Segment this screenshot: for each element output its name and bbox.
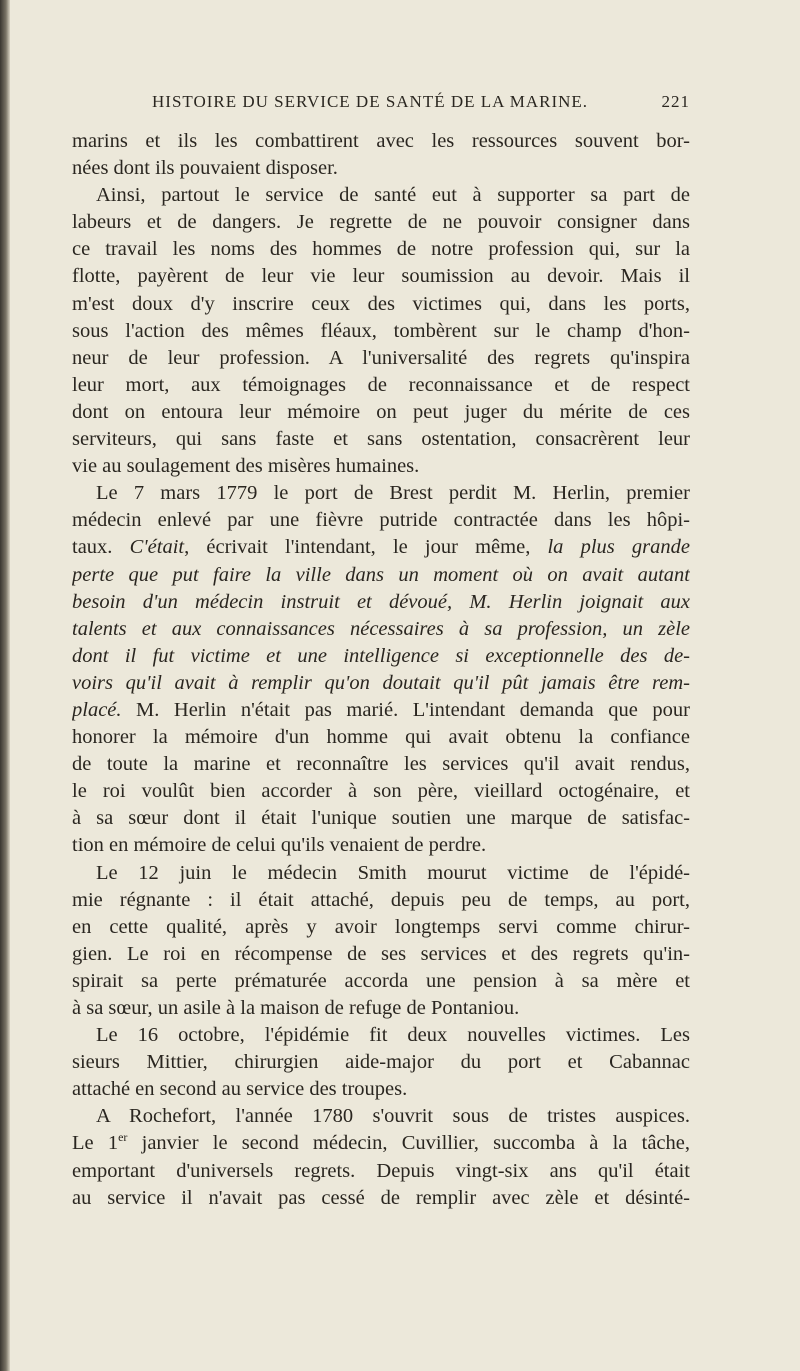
text-line <box>72 643 690 670</box>
text-line <box>72 1158 690 1185</box>
italic-text: perte que put faire la ville dans un moment où on avait autant <box>72 563 690 586</box>
text-line <box>72 1185 690 1212</box>
running-header <box>152 92 690 120</box>
text-line <box>72 914 690 941</box>
text-line <box>72 426 690 453</box>
text-line <box>72 670 690 697</box>
italic-text: dont il fut victime et une intelligence si exceptionnelle des de- <box>72 644 690 667</box>
text-line <box>72 697 690 724</box>
text-run: attaché en second au service des troupes. <box>72 1078 408 1101</box>
text-line <box>72 724 690 751</box>
text-line <box>72 480 690 507</box>
text-line <box>72 372 690 399</box>
text-run: leur mort, aux témoignages de reconnaissance et de respect <box>72 373 690 396</box>
text-run: tion en mémoire de celui qu'ils venaient de perdre. <box>72 834 487 857</box>
italic-text: C'était <box>129 536 185 559</box>
text-run: Le 12 juin le médecin Smith mourut victime de l'épidé- <box>96 861 690 884</box>
text-run: sous l'action des mêmes fléaux, tombèrent sur le champ d'hon- <box>72 319 690 342</box>
text-line <box>72 507 690 534</box>
text-run: honorer la mémoire d'un homme qui avait obtenu la confiance <box>72 726 690 749</box>
text-line <box>72 291 690 318</box>
text-line <box>72 941 690 968</box>
book-spine-shadow <box>0 0 10 1371</box>
text-run: Le 7 mars 1779 le port de Brest perdit M. Herlin, premier <box>96 482 690 505</box>
text-line <box>72 1103 690 1130</box>
text-run: marins et ils les combattirent avec les ressources souvent bor- <box>72 130 690 152</box>
text-line <box>72 534 690 561</box>
running-title: HISTOIRE DU SERVICE DE SANTÉ DE LA MARINE. <box>152 92 589 111</box>
italic-text: placé. <box>72 698 122 721</box>
italic-text: voirs qu'il avait à remplir qu'on doutait qu'il pût jamais être rem- <box>72 671 690 694</box>
text-line <box>72 263 690 290</box>
text-run: vie au soulagement des misères humaines. <box>72 455 420 478</box>
text-line <box>72 562 690 589</box>
text-run: m'est doux d'y inscrire ceux des victimes qui, dans les ports, <box>72 292 690 315</box>
text-run: mie régnante : il était attaché, depuis peu de temps, au port, <box>72 888 690 911</box>
text-run: emportant d'universels regrets. Depuis vingt-six ans qu'il était <box>72 1159 690 1182</box>
text-run: à sa sœur dont il était l'unique soutien une marque de satisfac- <box>72 807 690 830</box>
text-run: , écrivait l'intendant, le jour même, <box>184 536 548 559</box>
text-run: serviteurs, qui sans faste et sans ostentation, consacrèrent leur <box>72 428 690 451</box>
text-run: ce travail les noms des hommes de notre profession qui, sur la <box>72 238 690 261</box>
text-run: labeurs et de dangers. Je regrette de ne pouvoir consigner dans <box>72 211 690 234</box>
text-line <box>72 399 690 426</box>
text-line <box>72 1049 690 1076</box>
text-run: A Rochefort, l'année 1780 s'ouvrit sous de tristes auspices. <box>96 1105 690 1128</box>
text-line <box>72 968 690 995</box>
text-line <box>72 589 690 616</box>
book-page <box>10 0 800 1371</box>
page-number: 221 <box>661 92 690 111</box>
text-line <box>72 751 690 778</box>
text-line <box>72 860 690 887</box>
text-run: sieurs Mittier, chirurgien aide-major du port et Cabannac <box>72 1051 690 1074</box>
text-run: M. Herlin n'était pas marié. L'intendant demanda que pour <box>121 698 690 721</box>
text-run: de toute la marine et reconnaître les services qu'il avait rendus, <box>72 753 690 776</box>
text-run: à sa sœur, un asile à la maison de refuge de Pontaniou. <box>72 997 520 1019</box>
italic-text: talents et aux connaissances nécessaires à sa profession, un zèle <box>72 617 690 640</box>
italic-text: besoin d'un médecin instruit et dévoué, M. Herlin joignait aux <box>72 590 690 613</box>
text-line <box>72 616 690 643</box>
text-run: au service il n'avait pas cessé de remplir avec zèle et désinté- <box>72 1186 690 1209</box>
text-line <box>72 887 690 914</box>
text-run: janvier le second médecin, Cuvillier, succomba à la tâche, <box>127 1132 690 1155</box>
text-line <box>72 155 690 182</box>
text-line <box>72 453 690 480</box>
text-run: le roi voulût bien accorder à son père, vieillard octogénaire, et <box>72 780 690 803</box>
text-line <box>72 832 690 859</box>
italic-text: la plus grande <box>547 536 690 559</box>
text-line <box>72 345 690 372</box>
text-line <box>72 318 690 345</box>
text-run: flotte, payèrent de leur vie leur soumission au devoir. Mais il <box>72 265 690 288</box>
text-run: spirait sa perte prématurée accorda une pension à sa mère et <box>72 969 690 992</box>
text-line <box>72 1130 690 1157</box>
text-line <box>72 805 690 832</box>
text-line <box>72 778 690 805</box>
text-run: nées dont ils pouvaient disposer. <box>72 157 338 180</box>
text-run: Le 16 octobre, l'épidémie fit deux nouvelles victimes. Les <box>96 1024 690 1047</box>
text-run: Le 1 <box>72 1132 119 1155</box>
text-run: gien. Le roi en récompense de ses services et des regrets qu'in- <box>72 942 690 965</box>
text-run: dont on entoura leur mémoire on peut juger du mérite de ces <box>72 400 690 423</box>
text-line <box>72 1076 690 1103</box>
text-run: Ainsi, partout le service de santé eut à supporter sa part de <box>96 184 690 207</box>
text-line <box>72 128 690 155</box>
body-text <box>72 128 690 1212</box>
text-run: en cette qualité, après y avoir longtemps servi comme chirur- <box>72 915 690 938</box>
text-line <box>72 236 690 263</box>
text-run: médecin enlevé par une fièvre putride contractée dans les hôpi- <box>72 509 690 532</box>
text-line <box>72 182 690 209</box>
text-run: taux. <box>72 536 130 559</box>
superscript: er <box>118 1130 128 1145</box>
text-line <box>72 995 690 1022</box>
text-line <box>72 209 690 236</box>
text-run: neur de leur profession. A l'universalité des regrets qu'inspira <box>72 346 690 369</box>
text-line <box>72 1022 690 1049</box>
